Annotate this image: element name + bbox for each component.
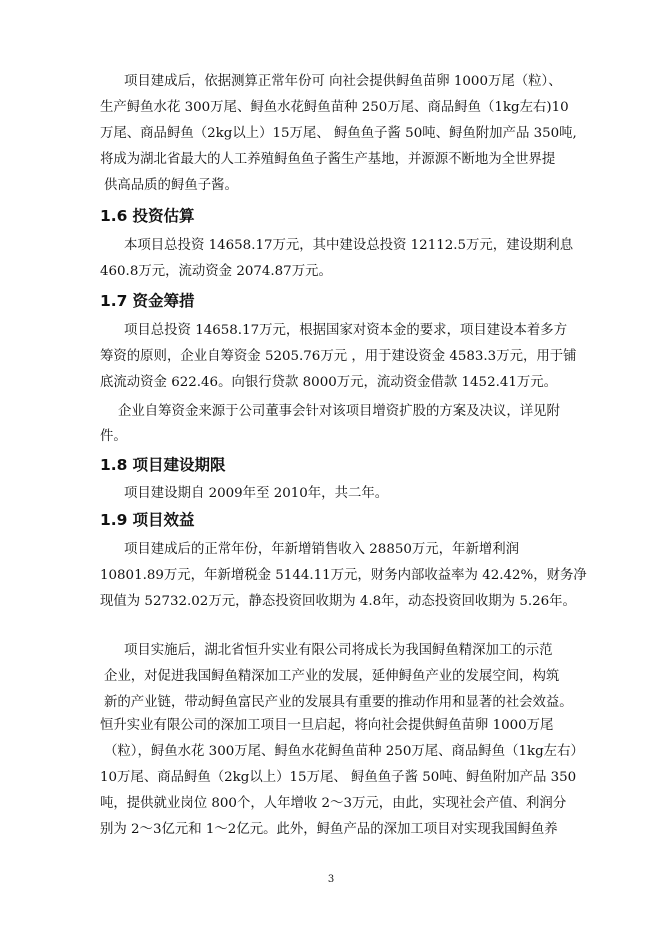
paragraph-line: 企业，对促进我国鲟鱼精深加工产业的发展，延伸鲟鱼产业的发展空间，构筑 (104, 669, 560, 684)
section-heading-1-8 (100, 454, 225, 476)
page-number: 3 (327, 874, 335, 885)
paragraph-line: 460.8万元，流动资金 2074.87万元。 (100, 264, 332, 279)
paragraph-line: 项目建设期自 2009年至 2010年，共二年。 (124, 486, 389, 501)
paragraph-line: 项目建成后，依据测算正常年份可 向社会提供鲟鱼苗卵 1000万尾（粒）、 (124, 74, 562, 89)
paragraph-line: 新的产业链，带动鲟鱼富民产业的发展具有重要的推动作用和显著的社会效益。 (104, 695, 573, 710)
section-title: 项目建设期限 (132, 456, 226, 474)
paragraph-line: 现值为 52732.02万元，静态投资回收期为 4.8年，动态投资回收期为 5.26年。 (100, 594, 576, 609)
paragraph-line: 恒升实业有限公司的深加工项目一旦启起，将向社会提供鲟鱼苗卵 1000万尾 (100, 718, 554, 733)
section-number: 1.9 (100, 511, 128, 529)
paragraph-line: 生产鲟鱼水花 300万尾、鲟鱼水花鲟鱼苗种 250万尾、商品鲟鱼（1kg左右)10 (100, 100, 569, 115)
paragraph-line: 别为 2～3亿元和 1～2亿元。此外，鲟鱼产品的深加工项目对实现我国鲟鱼养 (100, 822, 558, 837)
paragraph-line: 将成为湖北省最大的人工养殖鲟鱼鱼子酱生产基地，并源源不断地为全世界提 (100, 152, 556, 167)
section-heading-1-6 (100, 205, 194, 227)
section-heading-1-9 (100, 509, 194, 531)
paragraph-line: 10801.89万元，年新增税金 5144.11万元，财务内部收益率为 42.42%，财务净 (100, 568, 587, 583)
paragraph-line: 件。 (100, 429, 127, 444)
section-heading-1-7 (100, 290, 194, 312)
paragraph-line: （粒），鲟鱼水花 300万尾、鲟鱼水花鲟鱼苗种 250万尾、商品鲟鱼（1kg左右） (104, 744, 584, 759)
paragraph-line: 10万尾、商品鲟鱼（2kg以上）15万尾、 鲟鱼鱼子酱 50吨、鲟鱼附加产品 350 (100, 770, 577, 785)
paragraph-line: 万尾、商品鲟鱼（2kg以上）15万尾、 鲟鱼鱼子酱 50吨、鲟鱼附加产品 350吨, (100, 126, 577, 141)
paragraph-line: 项目实施后，湖北省恒升实业有限公司将成长为我国鲟鱼精深加工的示范 (124, 643, 553, 658)
paragraph-line: 供高品质的鲟鱼子酱。 (104, 178, 238, 193)
section-number: 1.8 (100, 456, 128, 474)
section-number: 1.6 (100, 207, 128, 225)
paragraph-line: 企业自筹资金来源于公司董事会针对该项目增资扩股的方案及决议，详见附 (118, 404, 560, 419)
section-title: 项目效益 (132, 511, 195, 529)
section-title: 投资估算 (132, 207, 195, 225)
section-title: 资金筹措 (132, 292, 195, 310)
paragraph-line: 本项目总投资 14658.17万元，其中建设总投资 12112.5万元，建设期利息 (124, 238, 574, 253)
paragraph-line: 底流动资金 622.46。向银行贷款 8000万元，流动资金借款 1452.41万元。 (100, 375, 558, 390)
paragraph-line: 吨，提供就业岗位 800个，人年增收 2～3万元，由此，实现社会产值、利润分 (100, 796, 567, 811)
paragraph-line: 项目总投资 14658.17万元，根据国家对资本金的要求，项目建设本着多方 (124, 323, 568, 338)
section-number: 1.7 (100, 292, 128, 310)
paragraph-line: 项目建成后的正常年份，年新增销售收入 28850万元，年新增利润 (124, 542, 520, 557)
paragraph-line: 筹资的原则，企业自筹资金 5205.76万元 ，用于建设资金 4583.3万元，用于铺 (100, 349, 577, 364)
